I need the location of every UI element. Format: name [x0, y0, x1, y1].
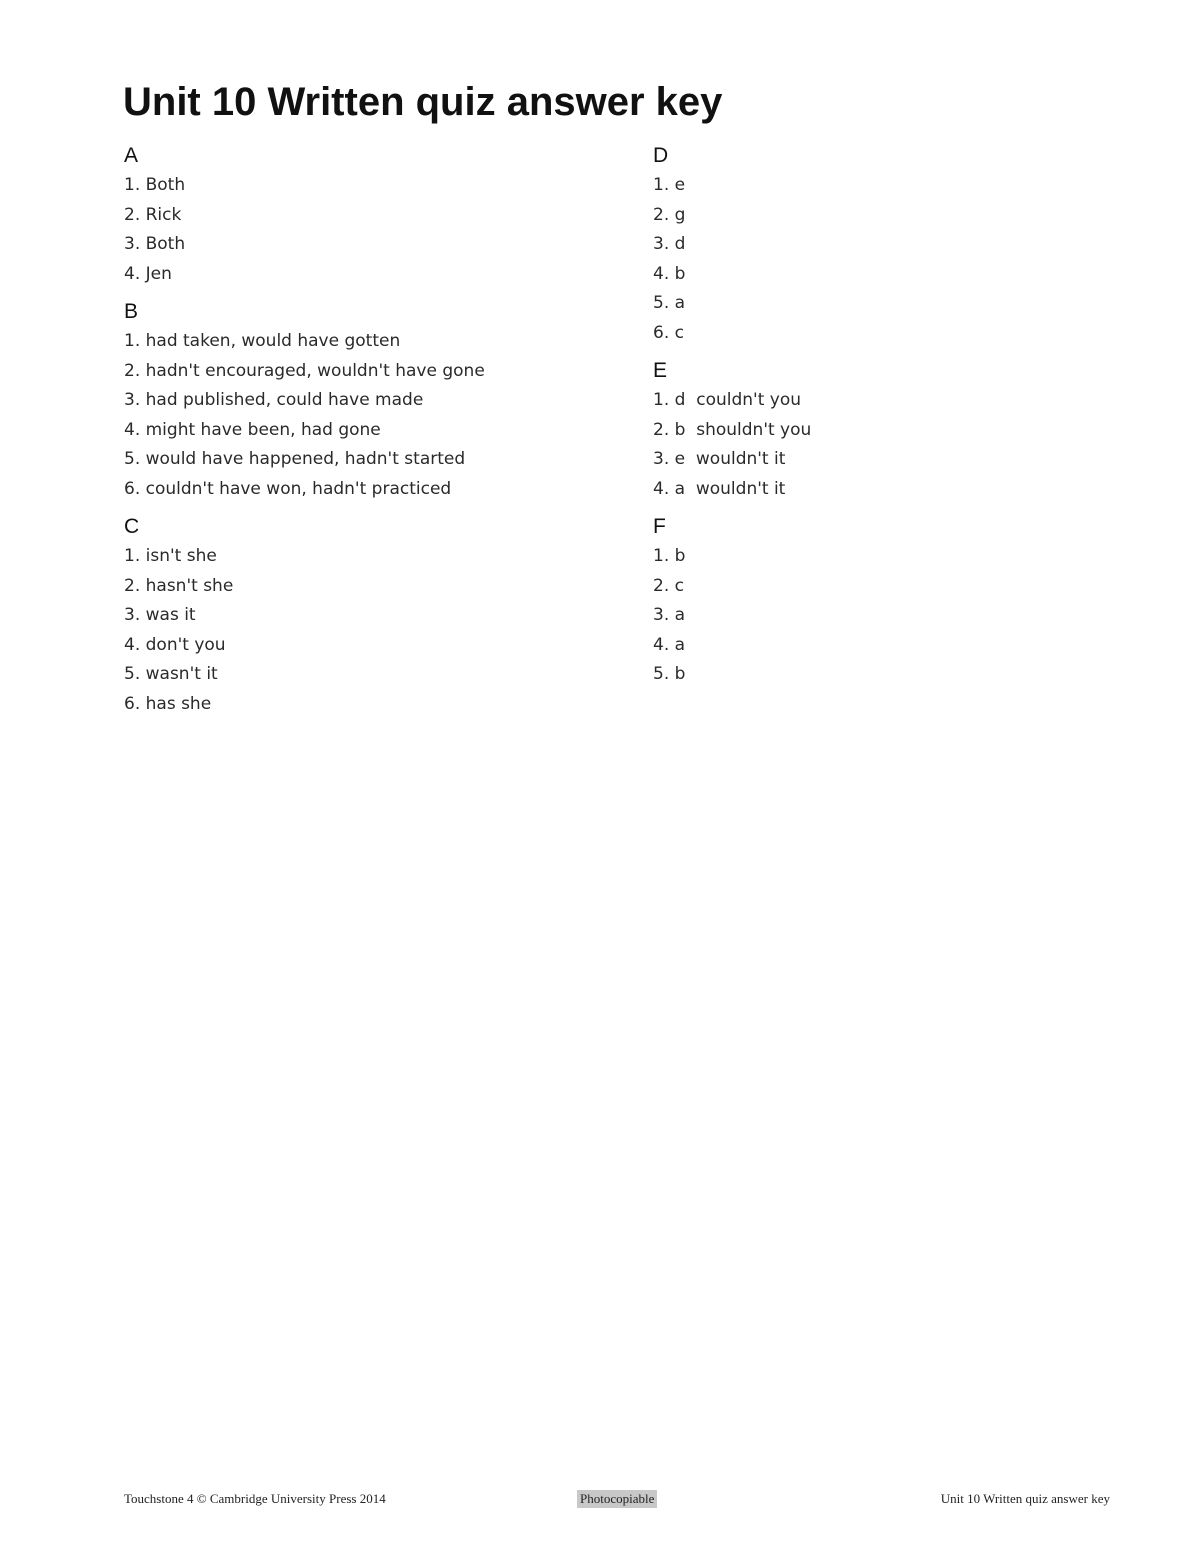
answer-item: 5. wasn't it — [124, 664, 218, 684]
answer-item: 1. b — [653, 546, 686, 566]
section-heading: B — [124, 300, 139, 323]
answer-item: 5. b — [653, 664, 686, 684]
answer-list — [124, 171, 624, 289]
footer-photocopiable: Photocopiable — [577, 1490, 657, 1508]
section-heading: C — [124, 515, 140, 538]
answer-item: 3. d — [653, 234, 686, 254]
answer-item: 2. g — [653, 204, 686, 225]
section-heading: D — [653, 144, 669, 167]
answer-item: 6. c — [653, 322, 684, 343]
answer-item: 3. a — [653, 605, 686, 625]
answer-list — [124, 327, 624, 504]
answer-item: 1. Both — [124, 175, 186, 195]
footer-copyright: Touchstone 4 © Cambridge University Press 2014 — [124, 1491, 386, 1506]
answer-item: 2. Rick — [124, 204, 182, 225]
answer-item: 2. b shouldn't you — [653, 419, 812, 440]
answer-item: 5. a — [653, 293, 686, 313]
answer-item: 1. d couldn't you — [653, 390, 802, 410]
right-column — [653, 141, 1103, 698]
section-e — [653, 356, 1103, 504]
answer-item: 4. b — [653, 263, 686, 284]
answer-item: 3. Both — [124, 234, 186, 254]
answer-item: 4. a wouldn't it — [653, 478, 786, 499]
answer-item: 1. isn't she — [124, 546, 217, 566]
section-f — [653, 512, 1103, 690]
answer-item: 3. e wouldn't it — [653, 449, 786, 469]
answer-item: 2. hadn't encouraged, wouldn't have gone — [124, 360, 485, 381]
section-d — [653, 141, 1103, 348]
answer-item: 4. might have been, had gone — [124, 419, 381, 440]
page-title: Unit 10 Written quiz answer key — [123, 80, 723, 124]
answer-item: 6. couldn't have won, hadn't practiced — [124, 478, 452, 499]
section-b — [124, 297, 624, 504]
answer-list — [653, 171, 1103, 348]
answer-list — [124, 542, 624, 719]
left-column — [124, 141, 624, 727]
answer-item: 1. e — [653, 175, 686, 195]
answer-list — [653, 542, 1103, 690]
answer-item: 3. had published, could have made — [124, 390, 424, 410]
answer-item: 1. had taken, would have gotten — [124, 331, 401, 351]
section-a — [124, 141, 624, 289]
answer-item: 3. was it — [124, 605, 196, 625]
answer-item: 4. Jen — [124, 263, 172, 284]
answer-item: 4. a — [653, 634, 686, 655]
section-heading: F — [653, 515, 666, 538]
section-heading: E — [653, 359, 668, 382]
answer-item: 2. c — [653, 575, 684, 596]
section-heading: A — [124, 144, 139, 167]
answer-item: 4. don't you — [124, 634, 226, 655]
section-c — [124, 512, 624, 719]
answer-item: 6. has she — [124, 693, 212, 714]
answer-item: 2. hasn't she — [124, 575, 234, 596]
footer-page-title: Unit 10 Written quiz answer key — [940, 1491, 1110, 1506]
answer-list — [653, 386, 1103, 504]
answer-item: 5. would have happened, hadn't started — [124, 449, 466, 469]
